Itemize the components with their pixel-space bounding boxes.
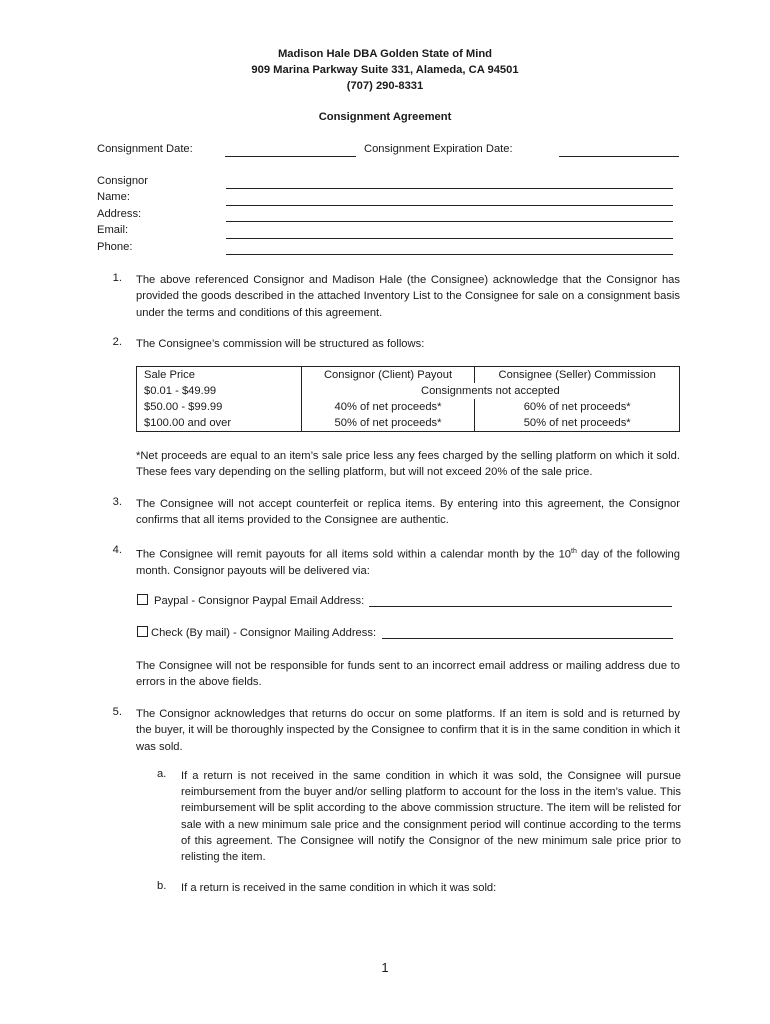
business-phone: (707) 290-8331 (346, 80, 424, 92)
check-label: Check (By mail) - Consignor Mailing Address: (151, 627, 377, 639)
name-field[interactable] (226, 205, 673, 206)
check-checkbox[interactable] (137, 626, 148, 637)
commission-table (136, 366, 680, 432)
address-label: Address: (97, 208, 142, 220)
section-4-text (136, 544, 680, 579)
table-header-cell: Consignee (Seller) Commission (475, 367, 680, 384)
section-1-text: The above referenced Consignor and Madison Hale (the Consignee) acknowledge that the Consignor has provided the goods described in the attached Inventory List to the Consignee for sale on a consignment basis under the terms and conditions of this agreement. (136, 274, 680, 319)
paypal-email-field[interactable] (369, 606, 672, 607)
document-title: Consignment Agreement (318, 111, 452, 123)
table-header-cell: Sale Price (137, 367, 302, 384)
table-cell: 40% of net proceeds* (301, 399, 475, 415)
table-cell: $100.00 and over (137, 415, 302, 432)
section-5a-text: If a return is not received in the same condition in which it was sold, the Consignee will pursue reimbursement from the buyer and/or selling platform to account for the loss in the item’s value. This reimbursement will be split according to the above commission structure. The item will be relisted for sale with a new minimum sale price and the consignment period will continue according to the terms of this agreement. The Consignee will notify the Consignor of the new minimum sale price prior to relisting the item. (181, 770, 681, 864)
table-cell: 50% of net proceeds* (475, 415, 680, 432)
consignment-date-field[interactable] (225, 156, 356, 157)
check-option[interactable] (137, 626, 376, 639)
table-row (137, 383, 680, 399)
net-proceeds-note: *Net proceeds are equal to an item’s sale price less any fees charged by the selling platform on which it sold. These fees vary depending on the selling platform, but will not exceed 20% of the sale price. (136, 450, 680, 479)
table-cell: 60% of net proceeds* (475, 399, 680, 415)
section-4-note: The Consignee will not be responsible for funds sent to an incorrect email address or mailing address due to errors in the above fields. (136, 660, 680, 689)
mailing-address-field[interactable] (382, 638, 673, 639)
page-number: 1 (381, 960, 389, 975)
table-row (137, 415, 680, 432)
business-address: 909 Marina Parkway Suite 331, Alameda, CA 94501 (251, 64, 519, 76)
section-3-text: The Consignee will not accept counterfeit or replica items. By entering into this agreement, the Consignor confirms that all items provided to the Consignee are authentic. (136, 498, 680, 527)
section-2-number: 2. (112, 336, 122, 348)
phone-label: Phone: (97, 241, 133, 253)
address-field[interactable] (226, 221, 673, 222)
consignor-heading: Consignor (97, 175, 148, 187)
section-5b-label: b. (157, 880, 167, 892)
name-label: Name: (97, 191, 130, 203)
phone-field[interactable] (226, 254, 673, 255)
table-cell: 50% of net proceeds* (301, 415, 475, 432)
section-1-number: 1. (112, 272, 122, 284)
email-label: Email: (97, 224, 129, 236)
section-4-text-b: day of the following month. Consignor payouts will be delivered via: (136, 548, 681, 578)
paypal-label: Paypal - Consignor Paypal Email Address: (154, 595, 365, 607)
table-row (137, 399, 680, 415)
section-5b-text: If a return is received in the same condition in which it was sold: (181, 882, 497, 894)
consignment-date-label: Consignment Date: (97, 143, 193, 155)
expiration-date-label: Consignment Expiration Date: (364, 143, 513, 155)
section-5-number: 5. (112, 706, 122, 718)
section-4-text-a: The Consignee will remit payouts for all items sold within a calendar month by the 10 (136, 548, 572, 561)
expiration-date-field[interactable] (559, 156, 679, 157)
section-3-number: 3. (112, 496, 122, 508)
section-5a-label: a. (157, 768, 167, 780)
paypal-checkbox[interactable] (137, 594, 148, 605)
consignor-field-line[interactable] (226, 188, 673, 189)
paypal-option[interactable] (137, 594, 364, 607)
email-field[interactable] (226, 238, 673, 239)
table-header-row (137, 367, 680, 384)
business-name: Madison Hale DBA Golden State of Mind (277, 48, 493, 60)
section-4-superscript: th (571, 548, 577, 555)
section-2-text: The Consignee’s commission will be structured as follows: (136, 338, 425, 350)
table-cell: $50.00 - $99.99 (137, 399, 302, 415)
section-4-number: 4. (112, 544, 122, 556)
table-header-cell: Consignor (Client) Payout (301, 367, 475, 384)
table-cell: $0.01 - $49.99 (137, 383, 302, 399)
table-cell-merged: Consignments not accepted (301, 383, 679, 399)
section-5-text: The Consignor acknowledges that returns do occur on some platforms. If an item is sold and is returned by the buyer, it will be thoroughly inspected by the Consignee to confirm that it is in the same condition in which it was sold. (136, 708, 680, 753)
